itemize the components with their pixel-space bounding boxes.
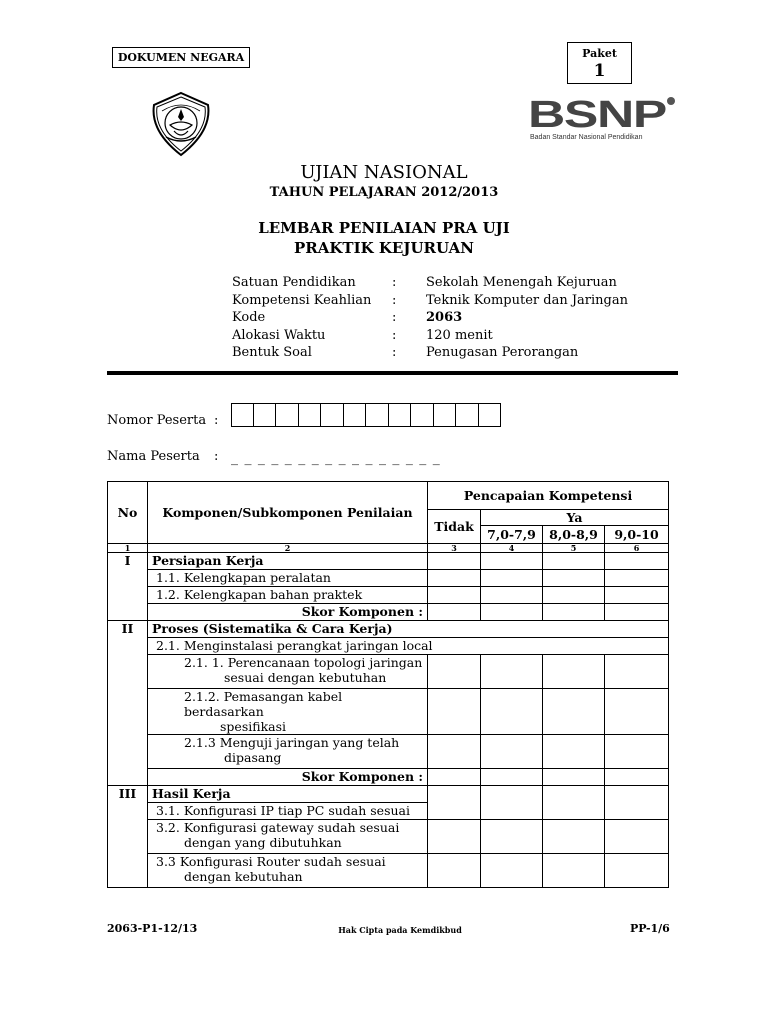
table-cell-text: Proses (Sistematika & Cara Kerja) bbox=[148, 621, 669, 638]
table-cell-text: 1 bbox=[108, 544, 148, 553]
table-cell[interactable] bbox=[543, 689, 605, 735]
table-cell bbox=[481, 553, 543, 570]
info-k: Satuan Pendidikan bbox=[232, 275, 356, 290]
table-cell[interactable] bbox=[543, 820, 605, 854]
document-label: DOKUMEN NEGARA bbox=[112, 47, 250, 68]
nomor-digit-box[interactable] bbox=[389, 403, 412, 427]
table-cell[interactable] bbox=[481, 820, 543, 854]
table-cell bbox=[605, 769, 669, 786]
nama-peserta-label: Nama Peserta bbox=[107, 449, 200, 464]
table-cell-text: II bbox=[108, 621, 148, 786]
info-row bbox=[232, 344, 686, 362]
table-row bbox=[108, 553, 669, 570]
info-row bbox=[232, 309, 686, 327]
table-cell bbox=[428, 769, 481, 786]
info-c: : bbox=[392, 327, 397, 343]
table-cell bbox=[428, 553, 481, 570]
assessment-table bbox=[107, 481, 669, 888]
nomor-digit-box[interactable] bbox=[299, 403, 322, 427]
table-cell bbox=[605, 604, 669, 621]
table-cell[interactable] bbox=[481, 735, 543, 769]
table-cell-text: Skor Komponen : bbox=[148, 769, 428, 786]
info-c: : bbox=[392, 292, 397, 308]
table-cell[interactable] bbox=[543, 854, 605, 888]
info-v: Teknik Komputer dan Jaringan bbox=[426, 292, 628, 308]
paket-number: 1 bbox=[593, 61, 606, 81]
info-v: Sekolah Menengah Kejuruan bbox=[426, 275, 617, 290]
table-cell-text: I bbox=[108, 553, 148, 621]
bsnp-subtitle: Badan Standar Nasional Pendidikan bbox=[530, 134, 643, 141]
table-row bbox=[108, 735, 669, 769]
info-c: : bbox=[392, 275, 397, 290]
table-cell-text: 2.1. Menginstalasi perangkat jaringan local bbox=[148, 638, 669, 655]
academic-year: TAHUN PELAJARAN 2012/2013 bbox=[269, 185, 499, 200]
table-cell-text: 4 bbox=[481, 544, 543, 553]
info-k: Alokasi Waktu bbox=[232, 327, 326, 343]
table-cell-text: Hasil Kerja bbox=[148, 786, 428, 803]
table-cell[interactable] bbox=[543, 587, 605, 604]
nomor-digit-box[interactable] bbox=[434, 403, 457, 427]
table-cell-text: 1.1. Kelengkapan peralatan bbox=[148, 570, 428, 587]
header-range-1: 7,0-7,9 bbox=[481, 526, 543, 544]
bsnp-logo-text: BSNP bbox=[528, 95, 667, 136]
table-cell[interactable] bbox=[543, 655, 605, 689]
table-cell bbox=[428, 604, 481, 621]
info-v bold: 2063 bbox=[426, 310, 463, 325]
sheet-title-line1: LEMBAR PENILAIAN PRA UJI bbox=[258, 219, 510, 237]
table-cell[interactable] bbox=[428, 820, 481, 854]
nomor-digit-box[interactable] bbox=[321, 403, 344, 427]
header-pencapaian: Pencapaian Kompetensi bbox=[428, 482, 669, 510]
header-range-2: 8,0-8,9 bbox=[543, 526, 605, 544]
exam-info bbox=[232, 274, 686, 362]
bsnp-logo bbox=[528, 95, 676, 143]
table-row bbox=[108, 655, 669, 689]
table-cell-text: Skor Komponen : bbox=[148, 604, 428, 621]
column-number-row bbox=[108, 544, 669, 553]
info-c: : bbox=[392, 345, 397, 360]
info-v: Penugasan Perorangan bbox=[426, 345, 579, 360]
table-cell[interactable] bbox=[605, 820, 669, 854]
table-row bbox=[108, 621, 669, 638]
table-cell[interactable] bbox=[481, 854, 543, 888]
table-cell-text: 5 bbox=[543, 544, 605, 553]
table-cell bbox=[481, 604, 543, 621]
table-cell-text: 3.1. Konfigurasi IP tiap PC sudah sesuai bbox=[148, 803, 428, 820]
header-tidak: Tidak bbox=[428, 510, 481, 544]
table-row bbox=[108, 769, 669, 786]
info-row bbox=[232, 274, 686, 292]
table-row bbox=[108, 786, 669, 803]
table-row bbox=[108, 689, 669, 735]
header-komponen: Komponen/Subkomponen Penilaian bbox=[148, 482, 428, 544]
table-cell-text: 1.2. Kelengkapan bahan praktek bbox=[148, 587, 428, 604]
nomor-digit-box[interactable] bbox=[231, 403, 254, 427]
table-cell bbox=[543, 769, 605, 786]
table-cell bbox=[543, 553, 605, 570]
table-row bbox=[108, 482, 669, 510]
table-row bbox=[108, 587, 669, 604]
nomor-digit-box[interactable] bbox=[276, 403, 299, 427]
nama-colon: : bbox=[214, 449, 219, 464]
table-cell[interactable] bbox=[543, 735, 605, 769]
table-cell-text: 6 bbox=[605, 544, 669, 553]
paket-box bbox=[567, 42, 632, 84]
sheet-title-line2: PRAKTIK KEJURUAN bbox=[294, 239, 474, 257]
table-row bbox=[108, 820, 669, 854]
info-k: Kompetensi Keahlian bbox=[232, 292, 372, 308]
nomor-colon: : bbox=[214, 413, 219, 428]
nomor-digit-box[interactable] bbox=[366, 403, 389, 427]
table-cell bbox=[428, 786, 481, 820]
table-cell[interactable] bbox=[428, 587, 481, 604]
table-cell[interactable] bbox=[428, 854, 481, 888]
table-cell bbox=[481, 786, 543, 820]
table-cell[interactable] bbox=[605, 570, 669, 587]
header-ya: Ya bbox=[481, 510, 669, 526]
info-row bbox=[232, 327, 686, 345]
table-cell[interactable] bbox=[605, 735, 669, 769]
table-cell[interactable] bbox=[428, 689, 481, 735]
nomor-peserta-boxes[interactable] bbox=[231, 403, 501, 427]
nomor-digit-box[interactable] bbox=[479, 403, 502, 427]
nama-peserta-field[interactable]: _ _ _ _ _ _ _ _ _ _ _ _ _ _ _ _ bbox=[231, 450, 441, 466]
table-cell[interactable] bbox=[481, 689, 543, 735]
table-cell[interactable] bbox=[605, 655, 669, 689]
table-cell[interactable] bbox=[605, 587, 669, 604]
nomor-digit-box[interactable] bbox=[411, 403, 434, 427]
table-cell[interactable] bbox=[543, 570, 605, 587]
nomor-digit-box[interactable] bbox=[344, 403, 367, 427]
header-range-3: 9,0-10 bbox=[605, 526, 669, 544]
nomor-digit-box[interactable] bbox=[456, 403, 479, 427]
footer-copyright: Hak Cipta pada Kemdikbud bbox=[338, 925, 462, 935]
table-cell-text: Persiapan Kerja bbox=[148, 553, 428, 570]
table-cell[interactable] bbox=[481, 570, 543, 587]
table-cell bbox=[605, 786, 669, 820]
footer-page: PP-1/6 bbox=[630, 922, 670, 935]
table-cell[interactable] bbox=[428, 570, 481, 587]
table-cell bbox=[481, 769, 543, 786]
table-cell: 3.3 Konfigurasi Router sudah sesuai dengan kebutuhan bbox=[148, 854, 428, 888]
nomor-peserta-label: Nomor Peserta bbox=[107, 413, 207, 428]
info-v: 120 menit bbox=[426, 327, 493, 343]
table-row bbox=[108, 570, 669, 587]
table-cell-text: 2 bbox=[148, 544, 428, 553]
table-cell[interactable] bbox=[481, 655, 543, 689]
table-cell[interactable] bbox=[481, 587, 543, 604]
table-cell[interactable] bbox=[428, 735, 481, 769]
footer-code: 2063-P1-12/13 bbox=[107, 922, 198, 935]
info-c: : bbox=[392, 310, 397, 325]
table-cell: 2.1.3 Menguji jaringan yang telah dipasang bbox=[148, 735, 428, 769]
info-k: Kode bbox=[232, 310, 266, 325]
table-cell bbox=[543, 786, 605, 820]
table-cell bbox=[543, 604, 605, 621]
table-cell-text: 3 bbox=[428, 544, 481, 553]
table-cell-text: III bbox=[108, 786, 148, 888]
table-cell bbox=[605, 553, 669, 570]
exam-title: UJIAN NASIONAL bbox=[300, 162, 468, 183]
table-row bbox=[108, 638, 669, 655]
table-cell[interactable] bbox=[428, 655, 481, 689]
divider bbox=[107, 371, 678, 375]
nomor-digit-box[interactable] bbox=[254, 403, 277, 427]
table-cell: 3.2. Konfigurasi gateway sudah sesuai dengan yang dibutuhkan bbox=[148, 820, 428, 854]
table-cell: 2.1.2. Pemasangan kabel berdasarkan spesifikasi bbox=[148, 689, 428, 735]
header-no: No bbox=[108, 482, 148, 544]
table-row bbox=[108, 854, 669, 888]
table-cell: 2.1. 1. Perencanaan topologi jaringan sesuai dengan kebutuhan bbox=[148, 655, 428, 689]
tut-wuri-handayani-emblem bbox=[148, 91, 214, 157]
info-row bbox=[232, 292, 686, 310]
table-cell[interactable] bbox=[605, 689, 669, 735]
paket-label: Paket bbox=[582, 47, 617, 60]
table-cell[interactable] bbox=[605, 854, 669, 888]
info-k: Bentuk Soal bbox=[232, 345, 312, 360]
table-row bbox=[108, 604, 669, 621]
